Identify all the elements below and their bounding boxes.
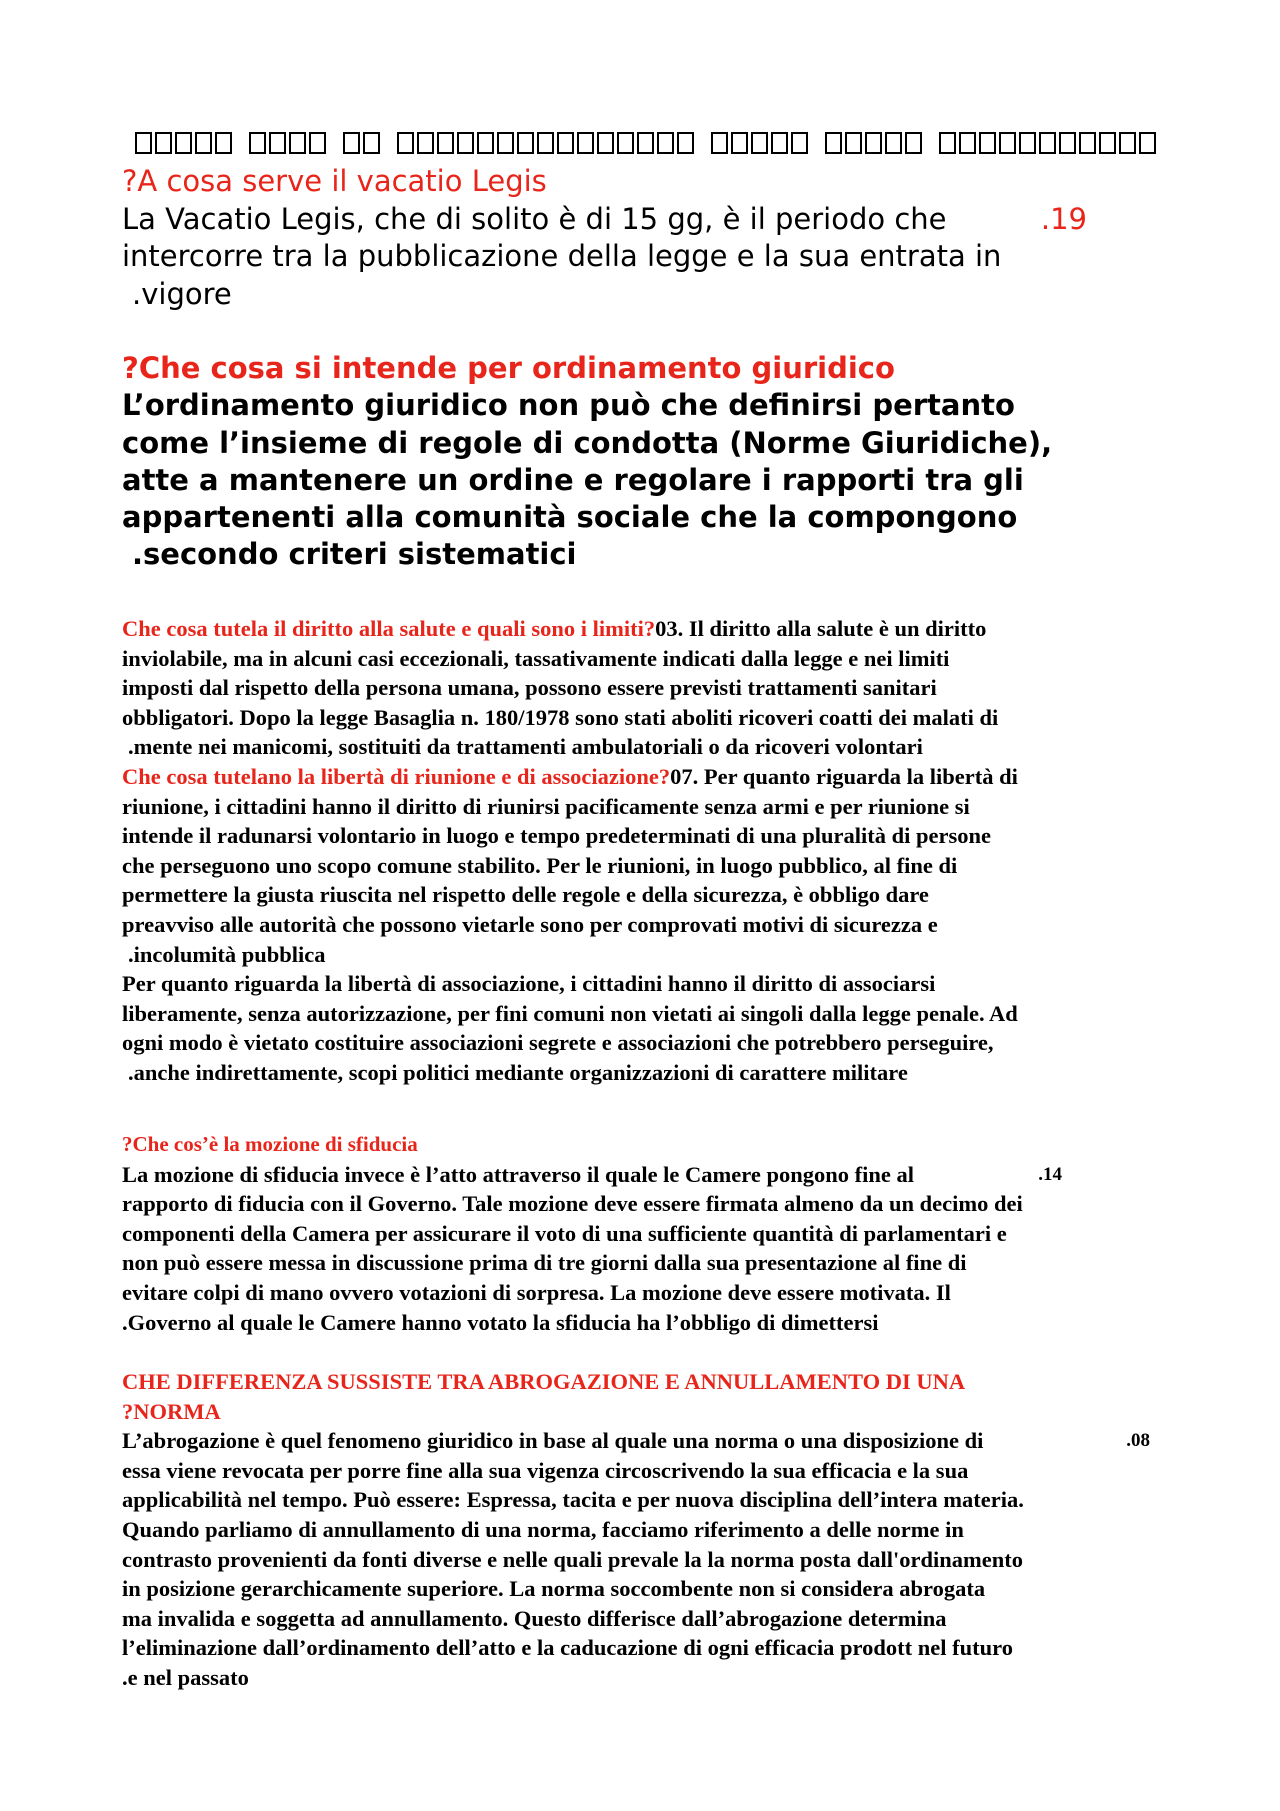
missing-glyph-box (577, 132, 594, 154)
paragraph-line: evitare colpi di mano ovvero votazioni di sorpresa. La mozione deve essere motivata. Il (122, 1279, 951, 1305)
question-number: .14 (1038, 1163, 1062, 1185)
paragraph-line: che perseguono uno scopo comune stabilito. Per le riunioni, in luogo pubblico, al fine di (122, 852, 958, 878)
missing-glyph-box (195, 132, 212, 154)
paragraph-line: l’eliminazione dall’ordinamento dell’atto e la caducazione di ogni efficacia prodott nel futuro (122, 1635, 1013, 1661)
paragraph-line: L’ordinamento giuridico non può che definirsi pertanto (122, 388, 1015, 423)
paragraph-line: .Governo al quale le Camere hanno votato la sfiducia ha l’obbligo di dimettersi (122, 1309, 879, 1335)
missing-glyph-box (677, 132, 694, 154)
paragraph-line: .incolumità pubblica (128, 941, 326, 967)
paragraph-line: atte a mantenere un ordine e regolare i rapporti tra gli (122, 462, 1024, 497)
missing-glyph-box (1019, 132, 1036, 154)
missing-glyph-box (363, 132, 380, 154)
missing-glyph-box (537, 132, 554, 154)
missing-glyph-box (1059, 132, 1076, 154)
missing-glyph-box (939, 132, 956, 154)
paragraph-line: liberamente, senza autorizzazione, per fini comuni non vietati ai singoli dalla legge penale. Ad (122, 1000, 1018, 1026)
question-number: .19 (1040, 201, 1087, 236)
missing-glyph-box (885, 132, 902, 154)
paragraph-line: Quando parliamo di annullamento di una norma, facciamo riferimento a delle norme in (122, 1516, 964, 1542)
paragraph-line: La mozione di sfiducia invece è l’atto attraverso il quale le Camere pongono fine al .14 (122, 1160, 1062, 1190)
missing-glyph-box (437, 132, 454, 154)
question-heading: Che cosa tutelano la libertà di riunione e di associazione? (122, 764, 671, 789)
question-heading: Che cosa tutela il diritto alla salute e quali sono i limiti? (122, 616, 656, 641)
paragraph-line: Per quanto riguarda la libertà di associazione, i cittadini hanno il diritto di associarsi (122, 971, 936, 997)
question-heading: ?Che cosa si intende per ordinamento giuridico (122, 351, 895, 385)
missing-glyph-box (343, 132, 360, 154)
section-abrogazione-annullamento (122, 1367, 1172, 1693)
paragraph-line: appartenenti alla comunità sociale che la compongono (122, 500, 1018, 535)
missing-glyph-box (517, 132, 534, 154)
missing-glyph-box (249, 132, 266, 154)
paragraph-line: imposti dal rispetto della persona umana, possono essere previsti trattamenti sanitari (122, 675, 937, 701)
paragraph-line: intende il radunarsi volontario in luogo e tempo predeterminati di una pluralità di persone (122, 823, 992, 849)
paragraph-line: Che cosa tutela il diritto alla salute e quali sono i limiti?03. Il diritto alla salute è un diritto (122, 616, 987, 641)
missing-glyph-box (711, 132, 728, 154)
paragraph-line: .secondo criteri sistematici (132, 537, 577, 572)
paragraph-line: .vigore (132, 276, 232, 311)
missing-glyph-box (1139, 132, 1156, 154)
missing-glyph-box (617, 132, 634, 154)
section-riunione-associazione (122, 762, 1172, 1088)
missing-glyph-box (309, 132, 326, 154)
paragraph-line: Che cosa tutelano la libertà di riunione e di associazione?07. Per quanto riguarda la libertà di (122, 764, 1018, 789)
paragraph-line: .e nel passato (122, 1664, 249, 1690)
question-heading: ?A cosa serve il vacatio Legis (122, 164, 547, 198)
paragraph-line: essa viene revocata per porre fine alla sua vigenza circoscrivendo la sua efficacia e la sua (122, 1457, 969, 1483)
missing-glyph-box (825, 132, 842, 154)
missing-glyph-box (397, 132, 414, 154)
question-heading: CHE DIFFERENZA SUSSISTE TRA ABROGAZIONE E ANNULLAMENTO DI UNA (122, 1369, 966, 1394)
paragraph-line: contrasto provenienti da fonti diverse e nelle quali prevale la la norma posta dall'ordinamento (122, 1546, 1024, 1572)
paragraph-line: rapporto di fiducia con il Governo. Tale mozione deve essere firmata almeno da un decimo dei (122, 1191, 1023, 1217)
missing-glyph-box (155, 132, 172, 154)
missing-glyph-box (845, 132, 862, 154)
section-vacatio-legis (122, 163, 1172, 313)
paragraph-line: inviolabile, ma in alcuni casi eccezionali, tassativamente indicati dalla legge e nei limiti (122, 645, 950, 671)
missing-glyph-box (1079, 132, 1096, 154)
missing-glyph-box (1099, 132, 1116, 154)
missing-glyph-box (477, 132, 494, 154)
missing-glyph-box (135, 132, 152, 154)
missing-glyph-box (457, 132, 474, 154)
question-heading: ?NORMA (122, 1398, 221, 1424)
missing-glyph-box (497, 132, 514, 154)
missing-glyph-box (979, 132, 996, 154)
missing-glyph-box (637, 132, 654, 154)
paragraph-line: componenti della Camera per assicurare il voto di una sufficiente quantità di parlamentari e (122, 1220, 1007, 1246)
paragraph-line: permettere la giusta riuscita nel rispetto delle regole e della sicurezza, è obbligo dare (122, 882, 929, 908)
missing-glyph-box (959, 132, 976, 154)
missing-glyph-box (905, 132, 922, 154)
missing-glyph-box (657, 132, 674, 154)
section-ordinamento-giuridico (122, 350, 1172, 574)
paragraph-line: applicabilità nel tempo. Può essere: Espressa, tacita e per nuova disciplina dell’intera materia. (122, 1487, 1024, 1513)
section-diritto-salute (122, 614, 1172, 762)
paragraph-line: preavviso alle autorità che possono vietarle sono per comprovati motivi di sicurezza e (122, 911, 938, 937)
missing-glyph-box (791, 132, 808, 154)
missing-glyph-box (417, 132, 434, 154)
missing-glyph-box (597, 132, 614, 154)
paragraph-line: .mente nei manicomi, sostituiti da trattamenti ambulatoriali o da ricoveri volontari (128, 734, 923, 760)
missing-glyph-header (135, 128, 1185, 158)
missing-glyph-box (175, 132, 192, 154)
missing-glyph-box (289, 132, 306, 154)
question-heading: ?Che cos’è la mozione di sfiducia (122, 1132, 418, 1156)
question-number: .08 (1126, 1430, 1150, 1452)
missing-glyph-box (215, 132, 232, 154)
paragraph-line: ogni modo è vietato costituire associazioni segrete e associazioni che potrebbero perseguire, (122, 1030, 994, 1056)
missing-glyph-box (269, 132, 286, 154)
missing-glyph-box (1039, 132, 1056, 154)
missing-glyph-box (751, 132, 768, 154)
paragraph-line: ma invalida e soggetta ad annullamento. Questo differisce dall’abrogazione determina (122, 1605, 947, 1631)
missing-glyph-box (771, 132, 788, 154)
missing-glyph-box (731, 132, 748, 154)
paragraph-line: La Vacatio Legis, che di solito è di 15 gg, è il periodo che .19 (122, 201, 1087, 239)
paragraph-line: intercorre tra la pubblicazione della legge e la sua entrata in (122, 239, 1002, 273)
paragraph-line: come l’insieme di regole di condotta (Norme Giuridiche), (122, 425, 1053, 460)
missing-glyph-box (557, 132, 574, 154)
paragraph-line: non può essere messa in discussione prima di tre giorni dalla sua presentazione al fine di (122, 1250, 967, 1276)
missing-glyph-box (1119, 132, 1136, 154)
paragraph-line: in posizione gerarchicamente superiore. La norma soccombente non si considera abrogata (122, 1576, 986, 1602)
paragraph-line: obbligatori. Dopo la legge Basaglia n. 180/1978 sono stati aboliti ricoveri coatti dei malati di (122, 704, 999, 730)
paragraph-line: .anche indirettamente, scopi politici mediante organizzazioni di carattere militare (128, 1059, 908, 1085)
section-mozione-sfiducia (122, 1130, 1172, 1337)
missing-glyph-box (865, 132, 882, 154)
paragraph-line: L’abrogazione è quel fenomeno giuridico in base al quale una norma o una disposizione di .08 (122, 1426, 1150, 1456)
missing-glyph-box (999, 132, 1016, 154)
paragraph-line: riunione, i cittadini hanno il diritto di riunirsi pacificamente senza armi e per riunione si (122, 793, 970, 819)
